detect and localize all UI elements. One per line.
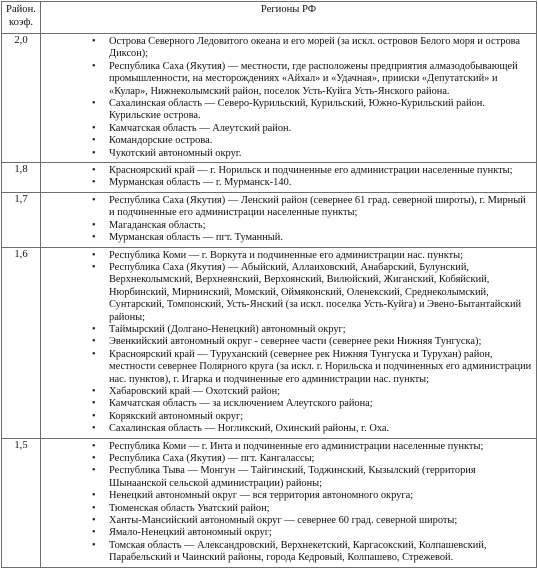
region-item: • Чукотский автономный округ. — [41, 148, 532, 160]
region-item: • Томская область — Александровский, Верхнекетский, Каргасокский, Колпашевский, Парабельский и Чаинский районы, города Кедровый, Колпашево, Стрежевой. — [41, 540, 532, 565]
region-item: • Республика Саха (Якутия) — Абыйский, Аллаиховский, Анабарский, Булунский, Верхнеколымский, Верхнеянский, Верхоянский, Вилюйский, Жиганский, Кобяйский, Нюрбинский, Мирнинский, Момский, Оймяконский, Оленекский, Среднеколымский, Сунтарский, Томпонский, Усть-Янский (за искл. поселка Усть-Куйга) и Эвено-Бытантайский районы; — [41, 262, 532, 324]
regions-cell — [41, 438, 537, 567]
region-list — [41, 195, 532, 245]
table-row — [2, 438, 537, 567]
regions-cell — [41, 163, 537, 193]
coef-cell: 2,0 — [2, 34, 41, 163]
region-item: • Камчатская область — Алеутский район. — [41, 123, 532, 135]
coef-cell: 1,6 — [2, 247, 41, 438]
region-item: • Республика Саха (Якутия) — пгт. Кангаласcы; — [41, 453, 532, 465]
table-row — [2, 247, 537, 438]
coef-cell: 1,8 — [2, 163, 41, 193]
region-list — [41, 36, 532, 160]
region-item: • Магаданская область; — [41, 220, 532, 232]
region-item: • Хабаровский край — Охотский район; — [41, 386, 532, 398]
region-list — [41, 165, 532, 190]
region-item: • Республика Коми — г. Воркута и подчиненные его администрации нас. пункты; — [41, 250, 532, 262]
region-item: • Ханты-Мансийский автономный округ — севернее 60 град. северной широты; — [41, 515, 532, 527]
region-list — [41, 250, 532, 436]
regions-cell — [41, 247, 537, 438]
region-item: • Ямало-Ненецкий автономный округ; — [41, 527, 532, 539]
region-item: • Республика Тыва — Монгун — Тайгинский, Тоджинский, Кызылский (территория Шынаанской сельской администрации) районы; — [41, 465, 532, 490]
coef-cell: 1,7 — [2, 192, 41, 247]
table-row — [2, 163, 537, 193]
regions-cell — [41, 192, 537, 247]
region-item: • Командорские острова. — [41, 135, 532, 147]
table-header-row — [2, 2, 537, 34]
coefficient-table — [1, 1, 537, 568]
column-header-coef: Район. коэф. — [2, 2, 41, 34]
region-item: • Сахалинская область — Северо-Курильский, Курильский, Южно-Курильский район. Курильские острова. — [41, 98, 532, 123]
table-row — [2, 192, 537, 247]
region-item: • Республика Саха (Якутия) — местности, где расположены предприятия алмазодобывающей промышленности, на месторождениях «Айхал» и «Удачная», прииски «Депутатский» и «Кулар», Нижнеколымский район, поселок Усть-Куйга Усть-Янского района. — [41, 61, 532, 98]
region-item: • Красноярский край — Туруханский (севернее рек Нижняя Тунгуска и Турухан) район, местности севернее Полярного круга (за искл. г. Норильска и подчиненных его администрации нас. пунктов), г. Игарка и подчиненные его администрации нас. пункты; — [41, 349, 532, 386]
region-item: • Эвенкийский автономный округ - севернее части (севернее реки Нижняя Тунгуска); — [41, 336, 532, 348]
region-item: • Мурманская область — г. Мурманск-140. — [41, 177, 532, 189]
regions-cell — [41, 34, 537, 163]
region-list — [41, 441, 532, 565]
region-item: • Республика Саха (Якутия) — Ленский район (севернее 61 град. северной широты), г. Мирный и подчиненные его администрации населенные пункты; — [41, 195, 532, 220]
region-item: • Красноярский край — г. Норильск и подчиненные его администрации населенные пункты; — [41, 165, 532, 177]
region-item: • Ненецкий автономный округ — вся территория автономного округа; — [41, 490, 532, 502]
coef-cell: 1,5 — [2, 438, 41, 567]
region-item: • Сахалинская область — Ногликский, Охинский районы, г. Оха. — [41, 423, 532, 435]
region-item: • Острова Северного Ледовитого океана и его морей (за искл. островов Белого моря и острова Диксон); — [41, 36, 532, 61]
region-item: • Таймырский (Долгано-Ненецкий) автономный округ; — [41, 324, 532, 336]
region-item: • Тюменская область Уватский район; — [41, 503, 532, 515]
column-header-regions: Регионы РФ — [41, 2, 537, 34]
region-item: • Камчатская область — за исключением Алеутского района; — [41, 398, 532, 410]
region-item: • Мурманская область — пгт. Туманный. — [41, 232, 532, 244]
region-item: • Республика Коми — г. Инта и подчиненные его администрации населенные пункты; — [41, 441, 532, 453]
table-row — [2, 34, 537, 163]
region-item: • Корякский автономный округ; — [41, 411, 532, 423]
